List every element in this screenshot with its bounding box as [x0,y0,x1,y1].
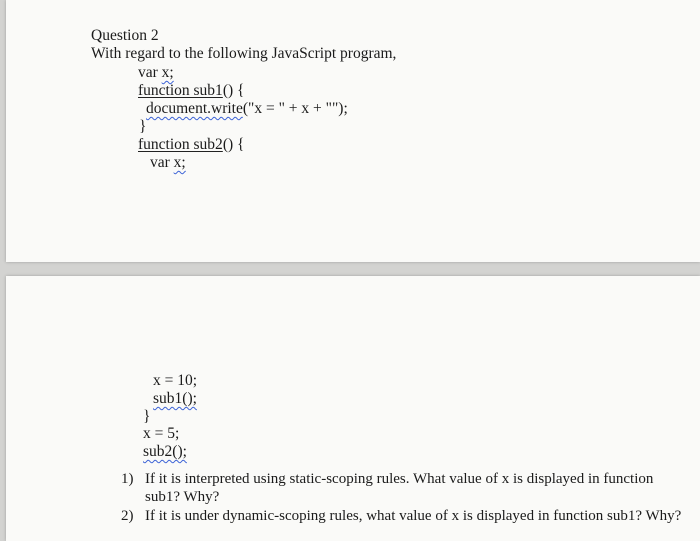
code-line-var-x [138,64,174,82]
question-item-1 [115,470,690,506]
question-intro: With regard to the following JavaScript program, [91,45,397,62]
question-list [115,470,690,525]
code-line-close-brace-2: } [143,408,151,425]
code-line-close-brace-1: } [139,118,147,135]
code-line-call-sub2 [143,443,187,461]
code-document-write-rest: ("x = " + x + ""); [242,100,348,117]
code-line-assign-5: x = 5; [143,425,180,442]
question-1-number: 1) [121,471,134,487]
question-2-number: 2) [121,508,134,524]
code-fn-sub1-rest: () { [222,82,245,99]
code-keyword-2: var [150,154,174,171]
code-line-call-sub1 [153,390,197,408]
code-line-document-write [146,100,348,118]
question-2-text: If it is under dynamic-scoping rules, what value of x is displayed in function sub1? Why? [145,508,682,524]
code-fn-sub2: function sub2 [138,136,223,153]
code-document-write: document.write [146,100,243,117]
code-fn-sub2-rest: () { [222,136,245,153]
code-keyword: var [138,64,162,81]
code-call-sub1: sub1(); [153,390,197,407]
code-line-function-sub2 [138,136,244,154]
code-call-sub2: sub2(); [143,443,187,460]
code-var-x: x; [161,64,174,81]
code-var-x-2: x; [173,154,186,171]
question-1-text: If it is interpreted using static-scoping rules. What value of x is displayed in function sub1? Why? [145,471,654,505]
question-number: Question 2 [91,27,159,44]
code-line-function-sub1 [138,82,244,100]
code-line-var-x-2 [150,154,186,172]
code-line-assign-10: x = 10; [153,372,198,389]
code-fn-sub1: function sub1 [138,82,223,99]
question-item-2 [115,507,690,525]
